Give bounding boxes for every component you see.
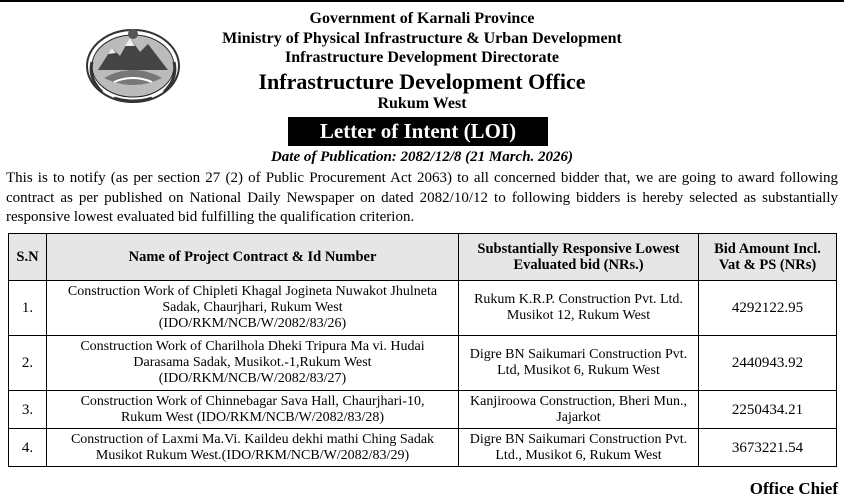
bidder-line: Ltd., Musikot 6, Rukum West (495, 447, 662, 463)
directorate-name: Infrastructure Development Directorate (285, 49, 559, 66)
row-sn: 1. (9, 281, 47, 336)
project-line: Construction Work of Chipleti Khagal Jogineta Nuwakot Jhulneta (67, 284, 438, 299)
row-sn: 4. (9, 429, 47, 467)
bidder-line: Jajarkot (556, 409, 601, 425)
bidder-line: Kanjiroowa Construction, Bheri Mun., (470, 393, 687, 409)
row-amount: 2440943.92 (699, 336, 837, 391)
office-location: Rukum West (377, 95, 467, 112)
header-sn: S.N (9, 234, 47, 281)
intro-paragraph: This is to notify (as per section 27 (2) of Public Procurement Act 2063) to all concerned bidder that, we are going to award following contract as per published on National Daily Newspaper on dated 2082/10/12 to following bidders is hereby selected as substantially responsive lowest evaluated bid fulfilling the qualification criterion. (6, 170, 838, 225)
bidder-line: Digre BN Saikumari Construction Pvt. (469, 431, 688, 447)
loi-table (8, 233, 837, 467)
project-line: Sadak, Chaurjhari, Rukum West (162, 300, 343, 315)
table-row (9, 281, 837, 336)
header-amount: Bid Amount Incl. Vat & PS (NRs) (699, 234, 837, 281)
row-bidder (459, 336, 699, 391)
row-project (47, 391, 459, 429)
table-row (9, 391, 837, 429)
header-project: Name of Project Contract & Id Number (47, 234, 459, 281)
office-name: Infrastructure Development Office (258, 69, 586, 94)
row-sn: 2. (9, 336, 47, 391)
bidder-line: Digre BN Saikumari Construction Pvt. (469, 347, 688, 362)
project-line: Construction Work of Chinnebagar Sava Hall, Chaurjhari-10, (80, 393, 425, 409)
table-header-row (9, 234, 837, 281)
row-bidder (459, 281, 699, 336)
project-line: Musikot Rukum West.(IDO/RKM/NCB/W/2082/83/29) (95, 447, 410, 463)
row-amount: 4292122.95 (699, 281, 837, 336)
row-amount: 2250434.21 (699, 391, 837, 429)
project-line: Rukum West (IDO/RKM/NCB/W/2082/83/28) (120, 409, 385, 425)
row-project (47, 281, 459, 336)
row-project (47, 429, 459, 467)
bidder-line: Ltd, Musikot 6, Rukum West (497, 363, 660, 378)
signature-office-chief: Office Chief (749, 479, 838, 498)
project-line: (IDO/RKM/NCB/W/2082/83/27) (158, 371, 347, 386)
table-row (9, 429, 837, 467)
header-bidder: Substantially Responsive Lowest Evaluated bid (NRs.) (459, 234, 699, 281)
row-bidder (459, 429, 699, 467)
project-line: Construction of Laxmi Ma.Vi. Kaildeu dekhi mathi Ching Sadak (70, 431, 435, 447)
row-amount: 3673221.54 (699, 429, 837, 467)
top-rule (0, 0, 844, 2)
project-line: Darasama Sadak, Musikot.-1,Rukum West (133, 355, 372, 370)
ministry-name: Ministry of Physical Infrastructure & Urban Development (222, 30, 622, 47)
row-bidder (459, 391, 699, 429)
row-sn: 3. (9, 391, 47, 429)
publication-date: Date of Publication: 2082/12/8 (21 March. 2026) (270, 149, 574, 165)
table-row (9, 336, 837, 391)
government-name: Government of Karnali Province (309, 10, 535, 27)
project-line: (IDO/RKM/NCB/W/2082/83/26) (158, 316, 347, 331)
document-title: Letter of Intent (LOI) (288, 117, 548, 146)
project-line: Construction Work of Charilhola Dheki Tripura Ma vi. Hudai (80, 339, 425, 354)
row-project (47, 336, 459, 391)
bidder-line: Rukum K.R.P. Construction Pvt. Ltd. (474, 292, 683, 307)
bidder-line: Musikot 12, Rukum West (506, 308, 651, 323)
